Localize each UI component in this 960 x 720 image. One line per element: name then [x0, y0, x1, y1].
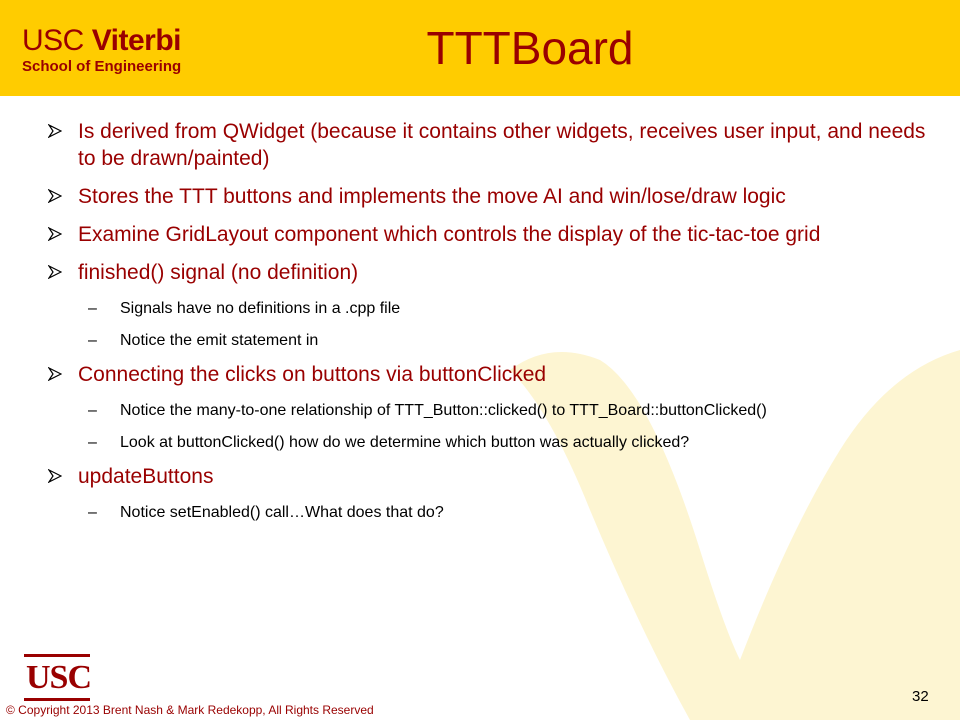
arrow-bullet-icon	[48, 124, 62, 138]
bullet-text: updateButtons	[78, 465, 214, 488]
logo-rule-top	[24, 654, 90, 657]
bullet-text: Is derived from QWidget (because it contains other widgets, receives user input, and needs to be drawn/painted)	[78, 120, 926, 170]
sub-bullet-text: Notice setEnabled() call…What does that do?	[120, 504, 444, 521]
logo-school-text: School of Engineering	[22, 58, 182, 75]
dash-bullet-icon: –	[88, 504, 97, 521]
sub-bullet-text: Signals have no definitions in a .cpp file	[120, 300, 401, 317]
bullet-item	[48, 183, 948, 210]
dash-bullet-icon: –	[88, 300, 97, 317]
bullet-text: Stores the TTT buttons and implements the move AI and win/lose/draw logic	[78, 185, 786, 208]
sub-bullet-item	[48, 329, 928, 352]
bullet-item	[48, 259, 948, 286]
bullet-item	[48, 221, 948, 248]
arrow-bullet-icon	[48, 367, 62, 381]
logo-rule-bottom	[24, 698, 90, 701]
sub-bullet-text: Notice the emit statement in	[120, 332, 319, 349]
usc-viterbi-logo	[22, 26, 192, 76]
dash-bullet-icon: –	[88, 402, 97, 419]
header-bar	[0, 0, 960, 96]
sub-bullet-item	[48, 297, 928, 320]
bullet-item	[48, 361, 948, 388]
arrow-bullet-icon	[48, 189, 62, 203]
arrow-bullet-icon	[48, 469, 62, 483]
page-number: 32	[912, 688, 929, 705]
copyright-notice: © Copyright 2013 Brent Nash & Mark Redekopp, All Rights Reserved	[6, 703, 374, 717]
bullet-text: Connecting the clicks on buttons via buttonClicked	[78, 363, 547, 386]
usc-footer-logo	[24, 654, 90, 702]
slide-title: TTTBoard	[426, 22, 634, 74]
bullet-item	[48, 463, 948, 490]
sub-bullet-item	[48, 501, 928, 524]
sub-bullet-item	[48, 431, 928, 454]
sub-bullet-text: Look at buttonClicked() how do we determine which button was actually clicked?	[120, 434, 690, 451]
sub-bullet-item	[48, 399, 928, 422]
bullet-text: finished() signal (no definition)	[78, 261, 359, 284]
logo-viterbi-text: Viterbi	[91, 24, 181, 57]
arrow-bullet-icon	[48, 227, 62, 241]
bullet-item	[48, 118, 948, 172]
sub-bullet-text: Notice the many-to-one relationship of TTT_Button::clicked() to TTT_Board::buttonClicked()	[120, 402, 767, 419]
usc-footer-logo-text: USC	[26, 659, 92, 696]
arrow-bullet-icon	[48, 265, 62, 279]
dash-bullet-icon: –	[88, 332, 97, 349]
logo-usc-text: USC	[22, 24, 84, 57]
bullet-text: Examine GridLayout component which controls the display of the tic-tac-toe grid	[78, 223, 821, 246]
bullet-list	[48, 118, 948, 533]
dash-bullet-icon: –	[88, 434, 97, 451]
